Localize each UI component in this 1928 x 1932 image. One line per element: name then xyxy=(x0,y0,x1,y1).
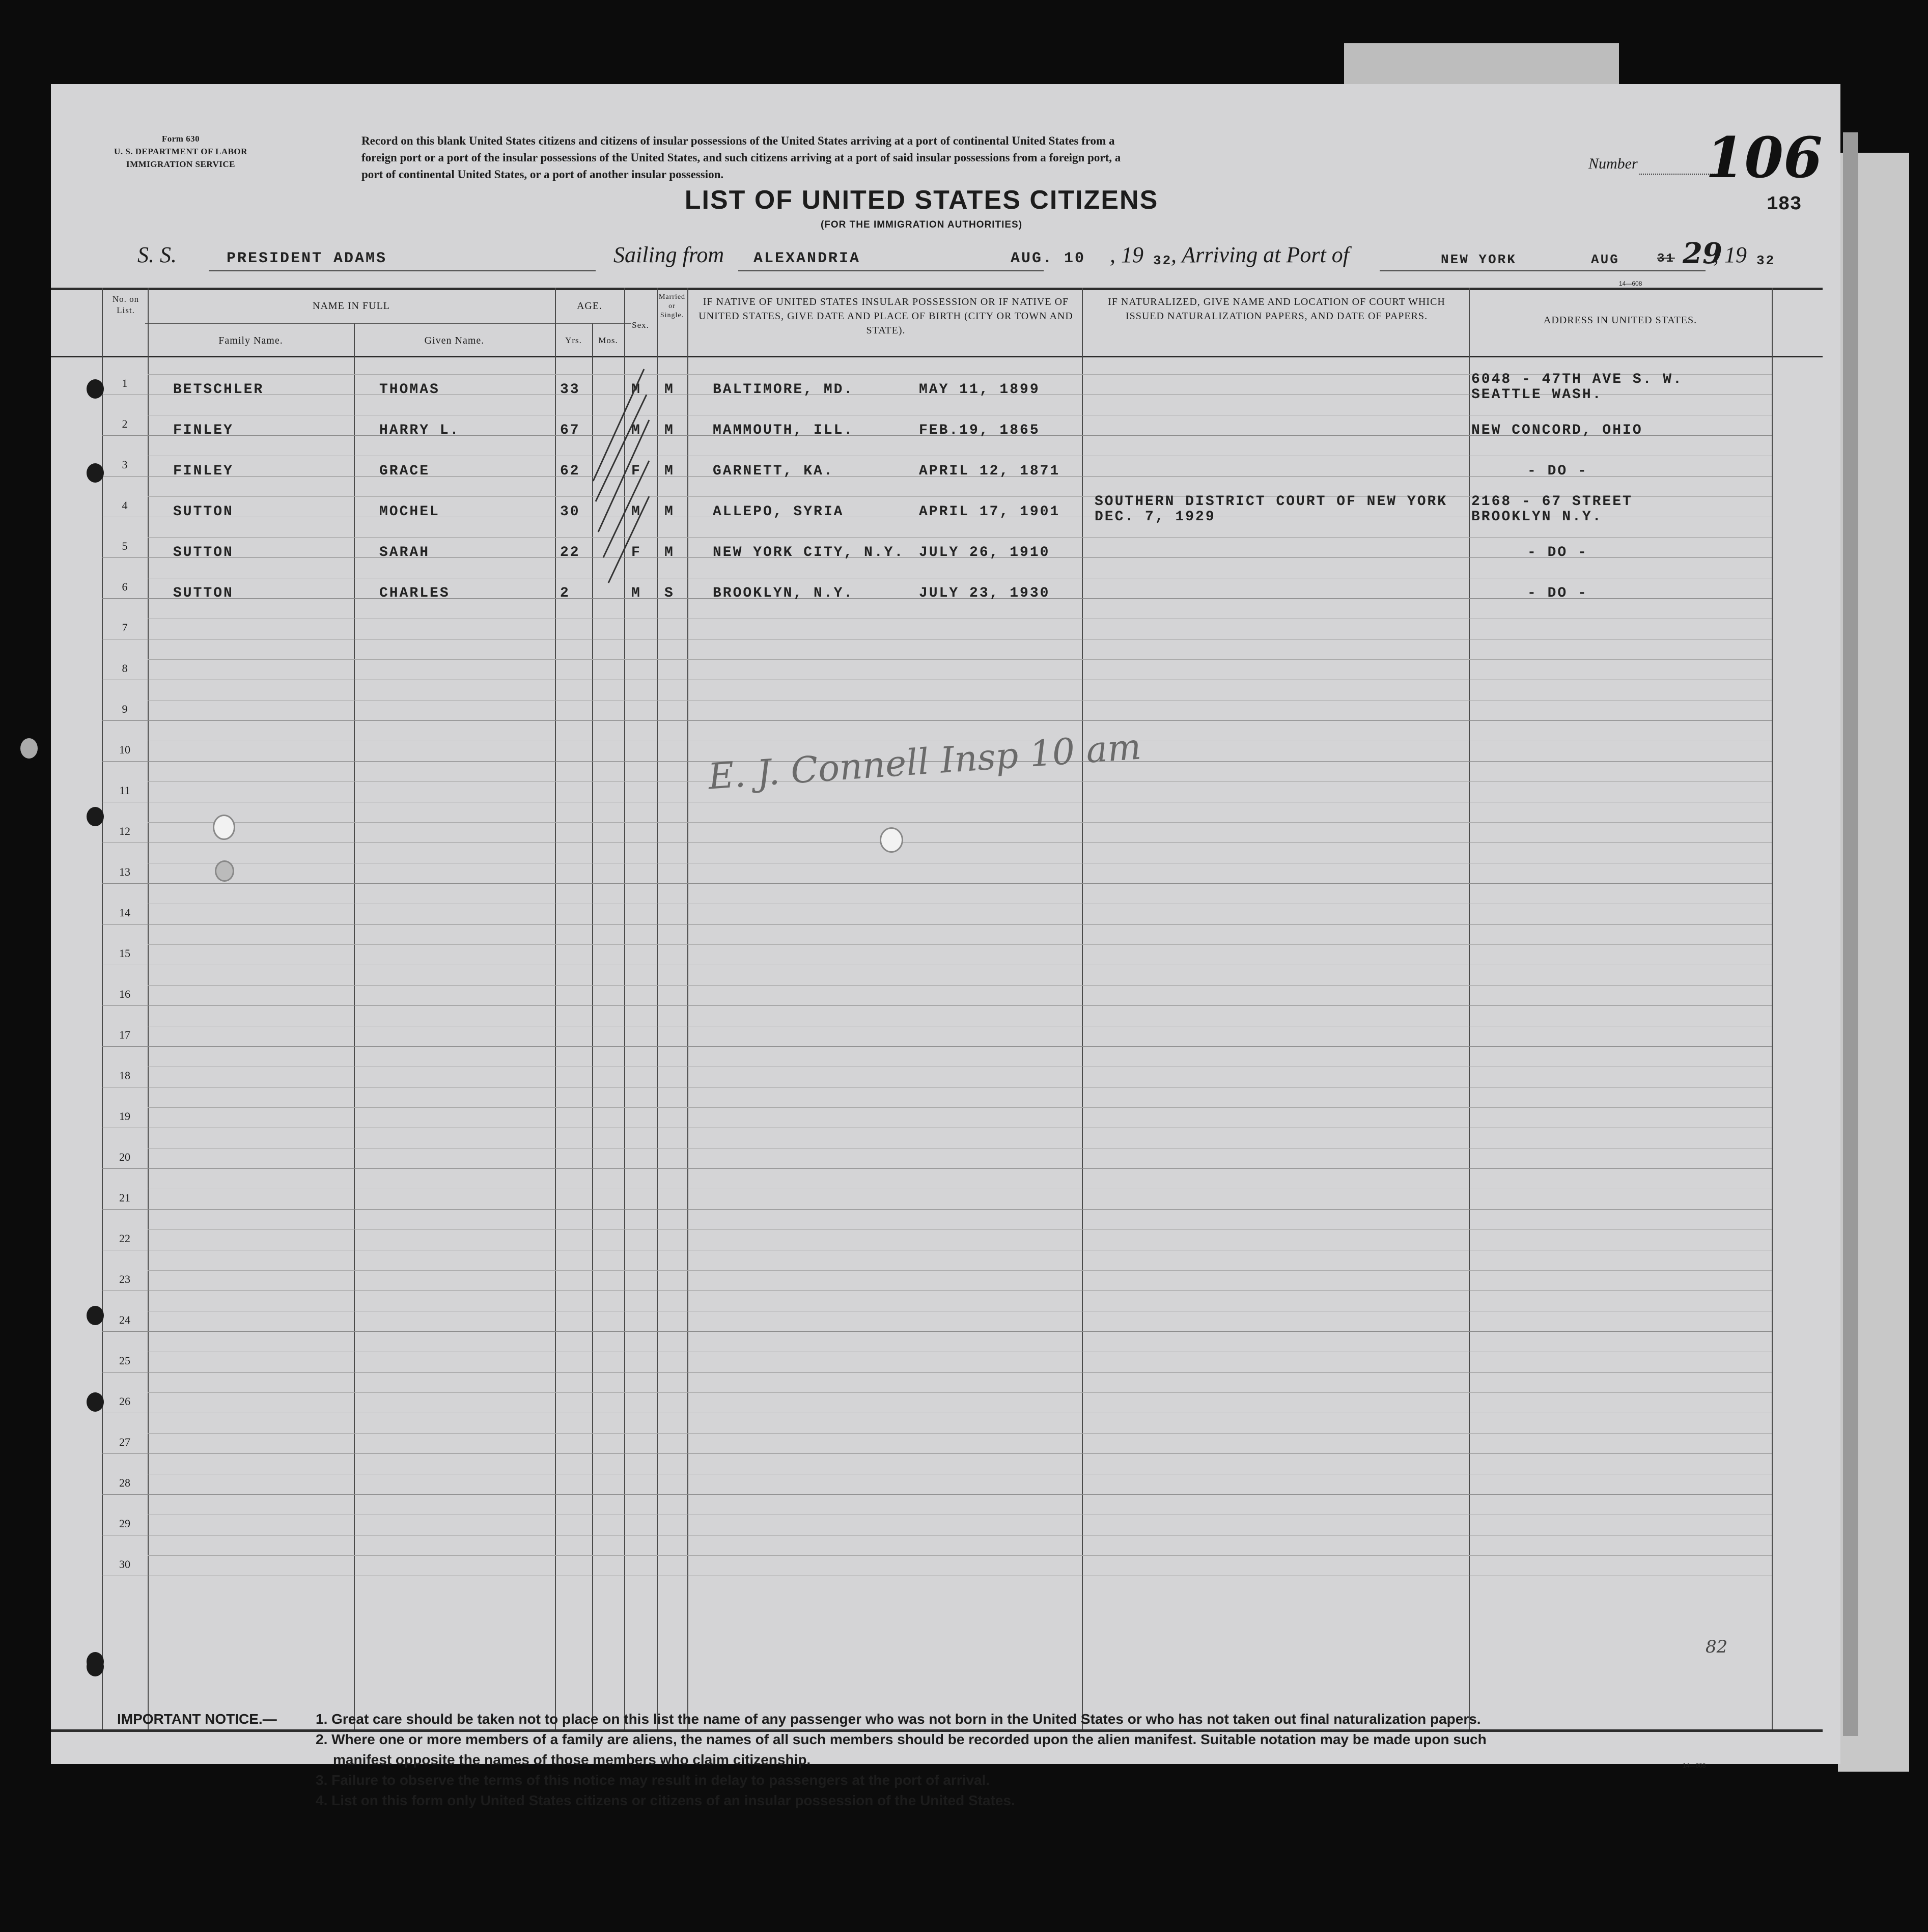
sailing-label: Sailing from xyxy=(613,242,724,267)
row-number: 13 xyxy=(119,865,130,878)
row-number: 7 xyxy=(122,621,128,634)
check-marks xyxy=(588,364,669,629)
check-mark xyxy=(608,496,649,583)
row-number: 27 xyxy=(119,1436,130,1448)
col-rule xyxy=(687,288,688,1729)
binding-hole xyxy=(87,807,104,826)
row-number: 9 xyxy=(122,703,128,715)
marital-status: S xyxy=(664,585,675,601)
check-mark xyxy=(596,395,647,501)
record-line: foreign port or a port of the insular possessions of the United States, and such citizens arriving at a port of said insular possessions from a foreign port, a xyxy=(361,151,1121,164)
row-subline xyxy=(148,1229,1772,1230)
row-subline xyxy=(148,537,1772,538)
naturalization-court: SOUTHERN DISTRICT COURT OF NEW YORK xyxy=(1095,494,1448,510)
row-number: 17 xyxy=(119,1028,130,1041)
row-line xyxy=(102,1168,1772,1169)
col-rule xyxy=(1082,288,1083,1729)
sex: F xyxy=(631,463,641,479)
notice-item: 3. Failure to observe the terms of this notice may result in delay to passengers at the port of arrival. xyxy=(316,1772,990,1788)
birth-place: BALTIMORE, MD. xyxy=(713,382,854,398)
col-rule xyxy=(148,288,149,1729)
row-number: 20 xyxy=(119,1151,130,1163)
row-number: 6 xyxy=(122,580,128,593)
notice-body xyxy=(316,1709,1818,1811)
arrival-day-correction: 29 xyxy=(1683,237,1722,270)
col-header-yrs: Yrs. xyxy=(565,335,582,345)
row-number: 3 xyxy=(122,458,128,471)
address-line: BROOKLYN N.Y. xyxy=(1471,509,1603,525)
col-header-mos: Mos. xyxy=(598,335,618,345)
age-years: 62 xyxy=(560,463,580,479)
age-years: 30 xyxy=(560,504,580,520)
col-header-given: Given Name. xyxy=(424,335,485,346)
birth-date: JULY 23, 1930 xyxy=(919,585,1050,601)
birth-place: GARNETT, KA. xyxy=(713,463,834,479)
family-name: FINLEY xyxy=(173,463,234,479)
given-name: MOCHEL xyxy=(379,504,440,520)
age-divider xyxy=(555,323,631,324)
row-subline xyxy=(148,1148,1772,1149)
row-number: 25 xyxy=(119,1354,130,1367)
arrival-year: 32 xyxy=(1756,253,1776,268)
col-header-birth: IF NATIVE OF UNITED STATES INSULAR POSSESSION OR IF NATIVE OF UNITED STATES, GIVE DATE AND PLACE OF BIRTH (CITY OR TOWN AND STATE). xyxy=(698,296,1073,336)
manifest-sheet xyxy=(51,84,1840,1808)
row-subline xyxy=(148,700,1772,701)
form-number: Form 630 xyxy=(161,134,200,144)
row-number: 4 xyxy=(122,499,128,512)
row-number: 12 xyxy=(119,825,130,837)
sailing-date: AUG. 10 xyxy=(1011,250,1086,267)
col-header-no: No. on List. xyxy=(112,294,139,315)
birth-date: FEB.19, 1865 xyxy=(919,423,1040,438)
address-line: NEW CONCORD, OHIO xyxy=(1471,423,1643,438)
marital-status: M xyxy=(664,423,675,438)
punch-hole xyxy=(213,815,235,840)
row-number: 19 xyxy=(119,1110,130,1123)
marital-status: M xyxy=(664,382,675,398)
row-subline xyxy=(148,1107,1772,1108)
address-line: 6048 - 47TH AVE S. W. xyxy=(1471,372,1683,387)
age-years: 22 xyxy=(560,545,580,561)
family-name: FINLEY xyxy=(173,423,234,438)
row-number: 22 xyxy=(119,1232,130,1245)
birth-place: BROOKLYN, N.Y. xyxy=(713,585,854,601)
ss-label: S. S. xyxy=(137,242,177,267)
arrival-year-prefix: , 19 xyxy=(1713,242,1747,267)
row-number: 26 xyxy=(119,1395,130,1408)
number-value: 106 xyxy=(1706,125,1823,190)
age-years: 67 xyxy=(560,423,580,438)
row-subline xyxy=(148,944,1772,945)
row-subline xyxy=(148,659,1772,660)
row-number: 21 xyxy=(119,1191,130,1204)
address-line: - DO - xyxy=(1527,463,1588,479)
birth-place: ALLEPO, SYRIA xyxy=(713,504,844,520)
row-subline xyxy=(148,822,1772,823)
inspector-note: E. J. Connell Insp 10 am xyxy=(707,725,1143,798)
row-number: 29 xyxy=(119,1517,130,1530)
arrival-month: AUG xyxy=(1591,252,1619,267)
birth-date: JULY 26, 1910 xyxy=(919,545,1050,561)
col-rule xyxy=(1772,288,1773,1729)
notice-item: 2. Where one or more members of a family are aliens, the names of all such members should be recorded upon the alien manifest. Suitable notation may be made upon such xyxy=(316,1731,1487,1747)
top-right-print: 14—608 xyxy=(1619,280,1642,287)
punch-hole xyxy=(215,860,234,882)
row-subline xyxy=(148,781,1772,782)
sex: M xyxy=(631,585,641,601)
row-line xyxy=(102,924,1772,925)
page-subtitle: (FOR THE IMMIGRATION AUTHORITIES) xyxy=(820,219,1023,230)
marital-status: M xyxy=(664,463,675,479)
binding-hole xyxy=(87,463,104,483)
birth-date: MAY 11, 1899 xyxy=(919,382,1040,398)
sex: M xyxy=(631,423,641,438)
family-name: BETSCHLER xyxy=(173,382,264,398)
row-number: 1 xyxy=(122,377,128,389)
family-name: SUTTON xyxy=(173,585,234,601)
binding-hole xyxy=(87,379,104,399)
row-line xyxy=(102,1005,1772,1006)
row-line xyxy=(102,1453,1772,1454)
row-line xyxy=(102,1372,1772,1373)
table-frame xyxy=(51,288,1840,1733)
col-header-age: AGE. xyxy=(576,300,603,312)
birth-place: MAMMOUTH, ILL. xyxy=(713,423,854,438)
col-header-sex: Sex. xyxy=(632,320,649,330)
department: U. S. DEPARTMENT OF LABOR xyxy=(114,147,247,156)
arriving-label: , Arriving at Port of xyxy=(1171,242,1349,267)
col-rule xyxy=(102,288,103,1729)
birth-date: APRIL 17, 1901 xyxy=(919,504,1060,520)
bottom-right-print: 14—608 xyxy=(1683,1762,1706,1769)
col-header-married: Married or Single. xyxy=(658,293,686,319)
given-name: THOMAS xyxy=(379,382,440,398)
form-identifier xyxy=(97,132,265,171)
record-instructions xyxy=(361,132,1614,183)
arrival-day: 31 xyxy=(1657,252,1675,266)
page-number: 183 xyxy=(1767,193,1802,215)
arrival-underline xyxy=(1380,270,1706,271)
birth-place: NEW YORK CITY, N.Y. xyxy=(713,545,905,561)
header-bottom-border xyxy=(51,356,1823,357)
notice-item: 1. Great care should be taken not to place on this list the name of any passenger who was not born in the United States or who has not taken out final naturalization papers. xyxy=(316,1711,1481,1727)
address-line: 2168 - 67 STREET xyxy=(1471,494,1633,510)
col-header-address: ADDRESS IN UNITED STATES. xyxy=(1543,315,1697,326)
sex: M xyxy=(631,504,641,520)
check-mark xyxy=(593,369,644,481)
address-line: SEATTLE WASH. xyxy=(1471,387,1603,403)
voyage-line xyxy=(137,237,1818,277)
row-number: 14 xyxy=(119,906,130,919)
row-number: 2 xyxy=(122,417,128,430)
row-subline xyxy=(148,1270,1772,1271)
age-years: 2 xyxy=(560,585,570,601)
col-header-family: Family Name. xyxy=(218,335,283,346)
row-line xyxy=(102,883,1772,884)
marital-status: M xyxy=(664,504,675,520)
row-number: 15 xyxy=(119,947,130,960)
sex: M xyxy=(631,382,641,398)
page-title: LIST OF UNITED STATES CITIZENS xyxy=(684,185,1159,215)
check-mark xyxy=(603,461,649,557)
row-subline xyxy=(148,1555,1772,1556)
address-line: - DO - xyxy=(1527,545,1588,561)
col-header-name-in-full: NAME IN FULL xyxy=(313,300,390,312)
service: IMMIGRATION SERVICE xyxy=(126,159,236,169)
given-name: HARRY L. xyxy=(379,423,460,438)
col-rule xyxy=(555,288,556,1729)
ship-underline xyxy=(209,270,596,271)
binding-hole xyxy=(20,738,38,759)
row-number: 11 xyxy=(119,784,130,797)
back-sheet-right-2 xyxy=(1843,132,1858,1736)
notice-heading: IMPORTANT NOTICE.— xyxy=(117,1711,277,1727)
row-line xyxy=(102,1331,1772,1332)
row-number: 24 xyxy=(119,1313,130,1326)
family-name: SUTTON xyxy=(173,545,234,561)
binding-hole xyxy=(87,1392,104,1412)
sailing-year-prefix: , 19 xyxy=(1110,242,1143,267)
age-years: 33 xyxy=(560,382,580,398)
given-name: SARAH xyxy=(379,545,430,561)
col-header-naturalized: IF NATURALIZED, GIVE NAME AND LOCATION OF COURT WHICH ISSUED NATURALIZATION PAPERS, AND DATE OF PAPERS. xyxy=(1108,296,1445,322)
notice-item: 4. List on this form only United States citizens or citizens of an insular possession of the United States. xyxy=(316,1793,1015,1808)
notice-item: manifest opposite the names of those members who claim citizenship. xyxy=(333,1752,811,1768)
col-rule xyxy=(1469,288,1470,1729)
sailing-port: ALEXANDRIA xyxy=(753,250,861,267)
row-number: 23 xyxy=(119,1273,130,1285)
row-line xyxy=(102,1494,1772,1495)
row-number: 30 xyxy=(119,1558,130,1571)
family-name: SUTTON xyxy=(173,504,234,520)
row-subline xyxy=(148,1392,1772,1393)
address-line: - DO - xyxy=(1527,585,1588,601)
row-number: 5 xyxy=(122,540,128,552)
row-subline xyxy=(148,1433,1772,1434)
birth-date: APRIL 12, 1871 xyxy=(919,463,1060,479)
bottom-mark: 82 xyxy=(1706,1637,1728,1657)
table-top-border xyxy=(51,288,1823,290)
row-number: 10 xyxy=(119,743,130,756)
punch-hole xyxy=(880,827,903,853)
row-number: 18 xyxy=(119,1069,130,1082)
sailing-underline xyxy=(738,270,1044,271)
arrival-port: NEW YORK xyxy=(1441,252,1517,267)
list-number xyxy=(1588,125,1823,190)
given-name: CHARLES xyxy=(379,585,450,601)
row-line xyxy=(102,720,1772,721)
marital-status: M xyxy=(664,545,675,561)
number-label: Number xyxy=(1588,155,1638,172)
row-number: 28 xyxy=(119,1476,130,1489)
row-number: 8 xyxy=(122,662,128,675)
sex: F xyxy=(631,545,641,561)
row-line xyxy=(102,1209,1772,1210)
record-line: port of continental United States, or a port of another insular possession. xyxy=(361,168,724,181)
naturalization-date: DEC. 7, 1929 xyxy=(1095,509,1216,525)
binding-hole xyxy=(87,1306,104,1325)
record-line: Record on this blank United States citizens and citizens of insular possessions of the United States arriving at a port of continental United States from a xyxy=(361,134,1115,147)
binding-hole xyxy=(87,1652,104,1671)
ship-name: PRESIDENT ADAMS xyxy=(227,250,387,267)
row-line xyxy=(102,1046,1772,1047)
given-name: GRACE xyxy=(379,463,430,479)
row-number: 16 xyxy=(119,988,130,1000)
sailing-year: 32 xyxy=(1153,253,1172,268)
col-rule xyxy=(354,323,355,1729)
row-subline xyxy=(148,985,1772,986)
